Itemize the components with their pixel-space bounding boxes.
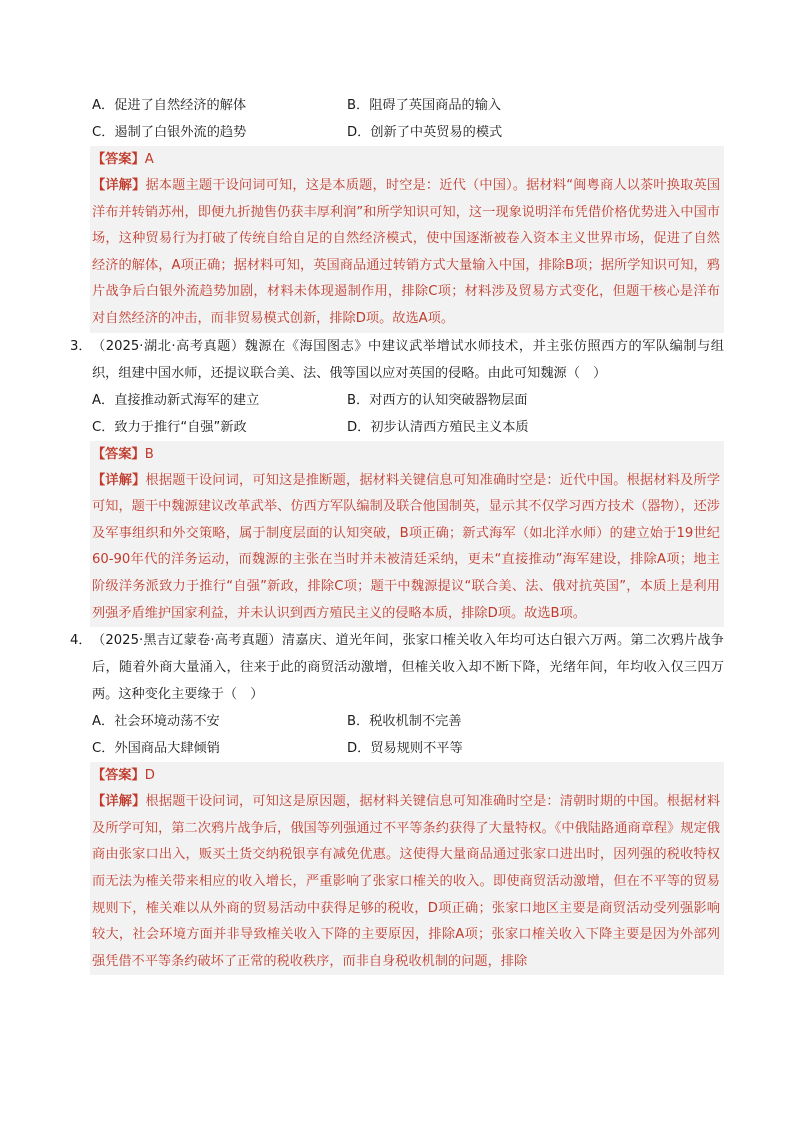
q3-option-a: A．直接推动新式海军的建立 — [92, 392, 260, 408]
q4-answer — [92, 762, 720, 789]
answer-label: 【答案】 — [92, 446, 145, 462]
detail-text: 根据题干设问词，可知这是推断题，据材料关键信息可知准确时空是：近代中国。根据材料及所学可知，题干中魏源建议改革武举、仿西方军队编制及联合他国制英，显示其不仅学习西方技术（器物），还涉及军事组织和外交策略，属于制度层面的认知突破，B项正确；新式海军（如北洋水师）的建立始于19世纪60-90年代的洋务运动，而魏源的主张在当时并未被清廷采纳，更未“直接推动”海军建设，排除A项；地主阶级洋务派致力于推行“自强”新政，排除C项；题干中魏源提议“联合美、法、俄对抗英国”，本质上是利用列强矛盾维护国家利益，并未认识到西方殖民主义的侵略本质，排除D项。故选B项。 — [92, 472, 721, 621]
q3-option-b: B．对西方的认知突破器物层面 — [347, 392, 528, 408]
question-3 — [70, 333, 724, 387]
q3-answer-block — [90, 441, 724, 628]
q2-options-row-1 — [92, 92, 724, 119]
q3-options-row-1 — [92, 387, 724, 414]
q2-option-a: A．促进了自然经济的解体 — [92, 98, 247, 113]
answer-label: 【答案】 — [92, 768, 145, 784]
answer-value: B — [144, 446, 154, 462]
q3-answer — [92, 441, 720, 468]
detail-label: 【详解】 — [92, 472, 146, 488]
page-content — [70, 92, 724, 975]
q2-answer — [92, 146, 720, 173]
question-number: 3． — [70, 338, 92, 354]
question-stem: （2025·湖北·高考真题）魏源在《海国图志》中建议武举增试水师技术，并主张仿照西方的军队编制与组织，组建中国水师，还提议联合美、法、俄等国以应对英国的侵略。由此可知魏源（ ） — [92, 338, 724, 381]
q4-options-row-2 — [92, 735, 724, 762]
q3-options-row-2 — [92, 414, 724, 441]
q2-option-c: C．遏制了白银外流的趋势 — [92, 125, 247, 140]
q2-option-b: B．阻碍了英国商品的输入 — [347, 98, 502, 113]
q2-answer-block — [90, 146, 724, 333]
answer-value: D — [144, 768, 155, 784]
q2-options-row-2 — [92, 119, 724, 146]
detail-text: 根据题干设问词，可知这是原因题，据材料关键信息可知准确时空是：清朝时期的中国。根据材料及所学可知，第二次鸦片战争后，俄国等列强通过不平等条约获得了大量特权。《中俄陆路通商章程》规定俄商由张家口出入，贩买土货交纳税银享有减免优惠。这使得大量商品通过张家口进出时，因列强的税收特权而无法为榷关带来相应的收入增长，严重影响了张家口榷关的收入。即使商贸活动激增，但在不平等的贸易规则下，榷关难以从外商的贸易活动中获得足够的税收，D项正确；张家口地区主要是商贸活动受列强影响较大，社会环境方面并非导致榷关收入下降的主要原因，排除A项；张家口榷关收入下降主要是因为外部列强凭借不平等条约破坏了正常的税收秩序，而非自身税收机制的问题，排除 — [92, 794, 721, 969]
question-stem: （2025·黑吉辽蒙卷·高考真题）清嘉庆、道光年间，张家口榷关收入年均可达白银六万两。第二次鸦片战争后，随着外商大量涌入，往来于此的商贸活动激增，但榷关收入却不断下降，光绪年间，年均收入仅三四万两。这种变化主要缘于（ ） — [92, 633, 724, 703]
q2-option-d: D．创新了中英贸易的模式 — [347, 125, 503, 140]
q4-detail — [92, 789, 720, 975]
detail-text: 据本题主题干设问词可知，这是本质题，时空是：近代（中国）。据材料“闽粤商人以茶叶换取英国洋布并转销苏州，即便九折抛售仍获丰厚利润”和所学知识可知，这一现象说明洋布凭借价格优势进入中国市场，这种贸易行为打破了传统自给自足的自然经济模式，使中国逐渐被卷入资本主义世界市场，促进了自然经济的解体，A项正确；据材料可知，英国商品通过转销方式大量输入中国，排除B项；据所学知识可知，鸦片战争后白银外流趋势加剧，材料未体现遏制作用，排除C项；材料涉及贸易方式变化，但题干核心是洋布对自然经济的冲击，而非贸易模式创新，排除D项。故选A项。 — [92, 178, 721, 326]
q3-option-d: D．初步认清西方殖民主义本质 — [347, 419, 529, 435]
q4-option-a: A．社会环境动荡不安 — [92, 714, 220, 730]
q4-options-row-1 — [92, 708, 724, 735]
q4-option-c: C．外国商品大肆倾销 — [92, 741, 220, 757]
question-4 — [70, 627, 724, 708]
answer-label: 【答案】 — [92, 152, 145, 167]
q2-detail — [92, 173, 720, 333]
q3-option-c: C．致力于推行“自强”新政 — [92, 419, 247, 435]
answer-value: A — [144, 152, 154, 167]
question-number: 4． — [70, 633, 92, 649]
q3-detail — [92, 468, 720, 628]
detail-label: 【详解】 — [92, 178, 146, 193]
detail-label: 【详解】 — [92, 794, 146, 810]
q4-option-d: D．贸易规则不平等 — [347, 741, 463, 757]
q4-answer-block — [90, 762, 724, 975]
q4-option-b: B．税收机制不完善 — [347, 714, 462, 730]
